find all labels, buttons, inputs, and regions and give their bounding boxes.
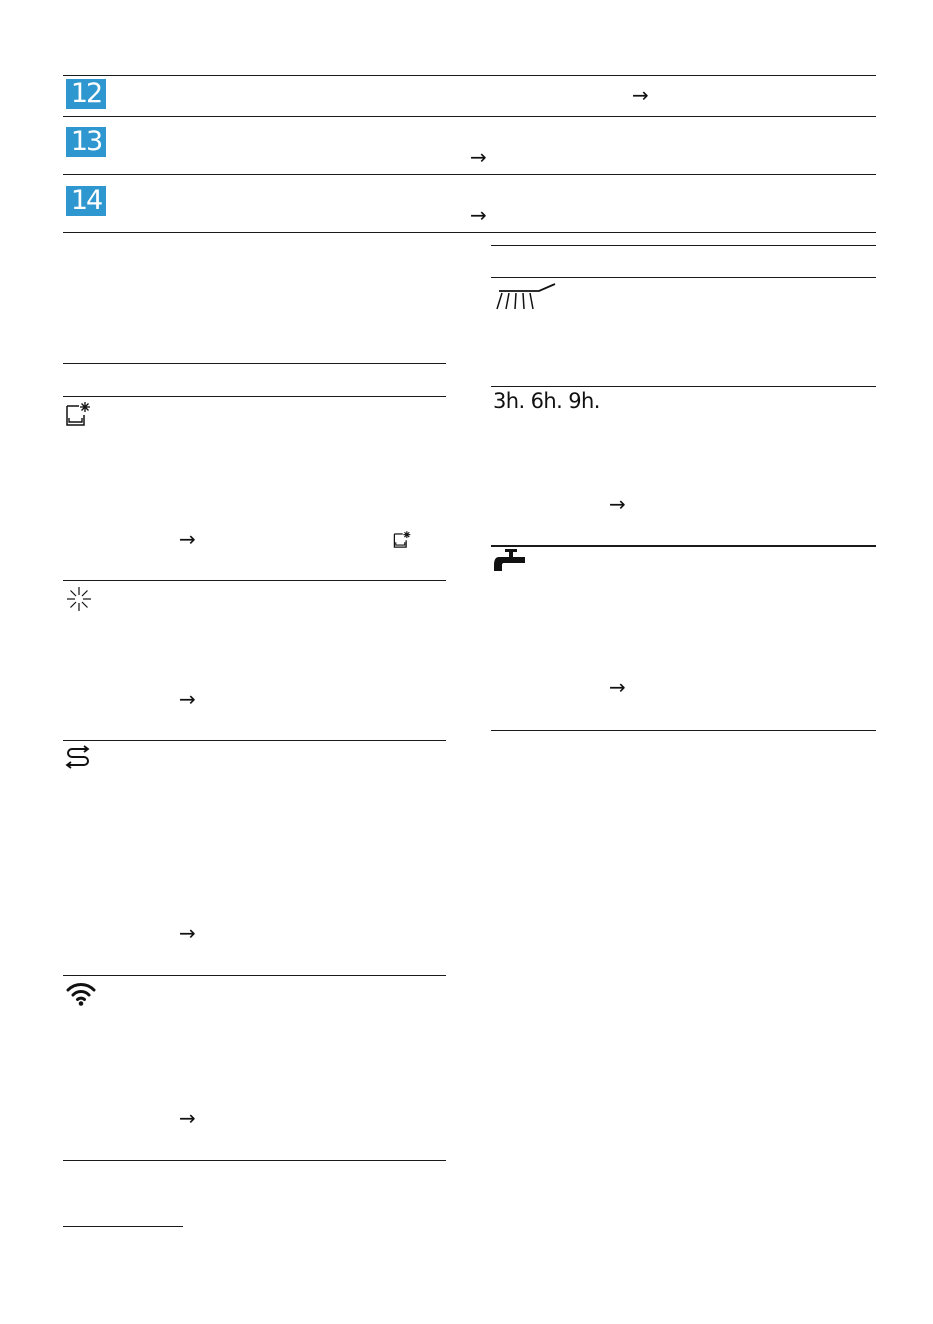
arrow-row-12: →	[632, 83, 649, 107]
arrow-row-14: →	[470, 203, 487, 227]
arrow-left-row-1: →	[179, 527, 196, 551]
top-rule-4	[63, 232, 876, 233]
spray-arm-icon	[493, 281, 557, 315]
water-tap-icon	[493, 548, 529, 580]
arrow-right-row-2: →	[609, 492, 626, 516]
left-table-header-rule	[63, 396, 446, 397]
right-table-top-rule	[491, 245, 876, 246]
service-door-small-icon	[393, 530, 411, 553]
left-table-top-rule	[63, 363, 446, 364]
right-row-rule-1	[491, 386, 876, 387]
step-badge-14: 14	[66, 186, 106, 216]
right-row-rule-2	[491, 545, 876, 547]
left-row-rule-1	[63, 580, 446, 581]
arrow-row-13: →	[470, 145, 487, 169]
left-row-rule-3	[63, 975, 446, 976]
service-door-icon	[65, 401, 91, 431]
loop-icon	[64, 745, 94, 775]
step-badge-12: 12	[66, 79, 106, 109]
footnote-rule	[63, 1226, 183, 1227]
arrow-left-row-3: →	[179, 921, 196, 945]
sparkle-icon	[66, 586, 92, 616]
arrow-left-row-2: →	[179, 687, 196, 711]
left-row-rule-2	[63, 740, 446, 741]
top-rule-1	[63, 75, 876, 76]
step-badge-13: 13	[66, 127, 106, 157]
right-table-header-rule	[491, 277, 876, 278]
top-rule-3	[63, 174, 876, 175]
top-rule-2	[63, 116, 876, 117]
wifi-icon	[66, 981, 96, 1011]
right-table-bottom-rule	[491, 730, 876, 731]
arrow-left-row-4: →	[179, 1106, 196, 1130]
arrow-right-row-3: →	[609, 675, 626, 699]
left-table-bottom-rule	[63, 1160, 446, 1161]
delay-start-label: 3h. 6h. 9h.	[493, 389, 600, 413]
